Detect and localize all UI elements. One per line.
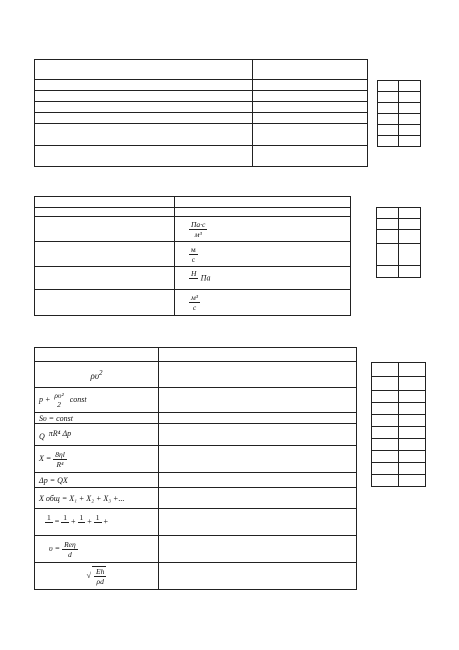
unit-fraction [189, 245, 198, 264]
answer-cell[interactable] [399, 451, 426, 463]
formula-cell-2 [35, 388, 159, 413]
answer-cell[interactable] [399, 363, 426, 377]
unit-fraction [189, 269, 198, 288]
answer-cell[interactable] [372, 451, 399, 463]
answer-cell[interactable] [372, 377, 399, 391]
table-3-cell [159, 388, 357, 413]
answer-cell[interactable] [399, 244, 421, 266]
table-3-cell [159, 488, 357, 509]
answer-cell[interactable] [399, 114, 421, 125]
formula-4: Q πR⁴ Δp [39, 428, 72, 441]
answer-cell[interactable] [399, 92, 421, 103]
answer-grid-1 [377, 80, 421, 147]
unit-fraction [189, 220, 207, 239]
table-2-cell [35, 290, 175, 316]
table-3 [34, 347, 357, 590]
answer-cell[interactable] [399, 103, 421, 114]
formula-cell-4 [35, 424, 159, 446]
formula-2: p + ρυ² 2 const [39, 391, 87, 409]
answer-cell[interactable] [372, 403, 399, 415]
table-1-cell [253, 91, 368, 102]
unit-numerator: Н [191, 268, 197, 278]
answer-cell[interactable] [378, 114, 399, 125]
table-2-cell [35, 208, 175, 217]
answer-cell[interactable] [377, 266, 399, 278]
answer-cell[interactable] [399, 208, 421, 219]
table-3-cell [159, 413, 357, 424]
formula-7: X общ = X₁ + X₂ + X₃ +... [39, 493, 125, 503]
answer-cell[interactable] [399, 125, 421, 136]
table-2 [34, 196, 351, 316]
table-1 [34, 59, 368, 167]
answer-cell[interactable] [377, 219, 399, 230]
answer-cell[interactable] [377, 230, 399, 244]
formula-5: X = $\frac{8\eta l}{\text{R⁴}}$ [39, 449, 65, 469]
table-1-cell [35, 80, 253, 91]
answer-grid-3 [371, 362, 426, 487]
unit-pascal: Па [200, 273, 211, 283]
table-1-cell [35, 60, 253, 80]
answer-cell[interactable] [399, 403, 426, 415]
table-3-cell [159, 348, 357, 362]
table-3-cell [159, 362, 357, 388]
unit-numerator: Па·с [191, 219, 206, 229]
formula-9: υ = $\frac{\text{Reη}}{d}$ [49, 539, 76, 559]
table-3-cell [159, 509, 357, 536]
answer-grid-2 [376, 207, 421, 278]
formula-cell-9 [35, 536, 159, 563]
table-2-cell [35, 242, 175, 267]
unit-denominator: м³ [194, 229, 202, 239]
unit-cell-3 [175, 267, 351, 290]
table-3-cell [159, 446, 357, 473]
answer-cell[interactable] [378, 81, 399, 92]
answer-cell[interactable] [378, 136, 399, 147]
table-2-cell [175, 208, 351, 217]
table-1-cell [253, 60, 368, 80]
table-1-cell [253, 113, 368, 124]
answer-cell[interactable] [378, 103, 399, 114]
table-1-cell [253, 124, 368, 146]
answer-cell[interactable] [399, 391, 426, 403]
answer-cell[interactable] [372, 475, 399, 487]
answer-cell[interactable] [399, 377, 426, 391]
table-1-cell [253, 80, 368, 91]
unit-numerator: м [191, 244, 196, 254]
table-1-cell [35, 146, 253, 167]
formula-cell-3 [35, 413, 159, 424]
unit-cell-1 [175, 217, 351, 242]
table-2-cell [35, 267, 175, 290]
formula-cell-6 [35, 473, 159, 488]
table-2-cell [35, 217, 175, 242]
answer-cell[interactable] [399, 415, 426, 427]
answer-cell[interactable] [399, 475, 426, 487]
unit-cell-4 [175, 290, 351, 316]
formula-6: Δp = QX [39, 475, 68, 485]
unit-fraction [189, 293, 200, 312]
answer-cell[interactable] [399, 427, 426, 439]
table-3-cell [159, 473, 357, 488]
formula-cell-1 [35, 362, 159, 388]
answer-cell[interactable] [377, 244, 399, 266]
table-3-cell [159, 424, 357, 446]
unit-cell-2 [175, 242, 351, 267]
unit-denominator: с [191, 254, 196, 264]
table-1-cell [35, 124, 253, 146]
table-1-cell [253, 146, 368, 167]
answer-cell[interactable] [372, 427, 399, 439]
table-2-cell [35, 197, 175, 208]
table-3-cell [159, 563, 357, 590]
answer-cell[interactable] [372, 463, 399, 475]
formula-1: $\rho\upsilon^2$ [90, 368, 103, 381]
answer-cell[interactable] [372, 415, 399, 427]
table-1-cell [35, 102, 253, 113]
table-3-cell [159, 536, 357, 563]
formula-cell-5 [35, 446, 159, 473]
answer-cell[interactable] [377, 208, 399, 219]
table-3-cell [35, 348, 159, 362]
answer-cell[interactable] [372, 363, 399, 377]
formula-8: 1 = 1 + 1 + 1 + [47, 512, 109, 526]
answer-cell[interactable] [372, 391, 399, 403]
answer-cell[interactable] [399, 463, 426, 475]
table-2-cell [175, 197, 351, 208]
answer-cell[interactable] [399, 439, 426, 451]
answer-cell[interactable] [378, 125, 399, 136]
answer-cell[interactable] [378, 92, 399, 103]
table-1-cell [35, 91, 253, 102]
answer-cell[interactable] [399, 266, 421, 278]
answer-cell[interactable] [399, 230, 421, 244]
answer-cell[interactable] [399, 81, 421, 92]
formula-10: √ $\frac{Eh}{\rho d}$ [86, 567, 105, 586]
formula-cell-8 [35, 509, 159, 536]
unit-denominator: с [192, 303, 197, 312]
formula-cell-7 [35, 488, 159, 509]
formula-cell-10 [35, 563, 159, 590]
unit-numerator: м³ [191, 293, 199, 302]
answer-cell[interactable] [372, 439, 399, 451]
table-1-cell [253, 102, 368, 113]
table-1-cell [35, 113, 253, 124]
formula-3: Sυ = const [39, 413, 73, 423]
answer-cell[interactable] [399, 219, 421, 230]
answer-cell[interactable] [399, 136, 421, 147]
